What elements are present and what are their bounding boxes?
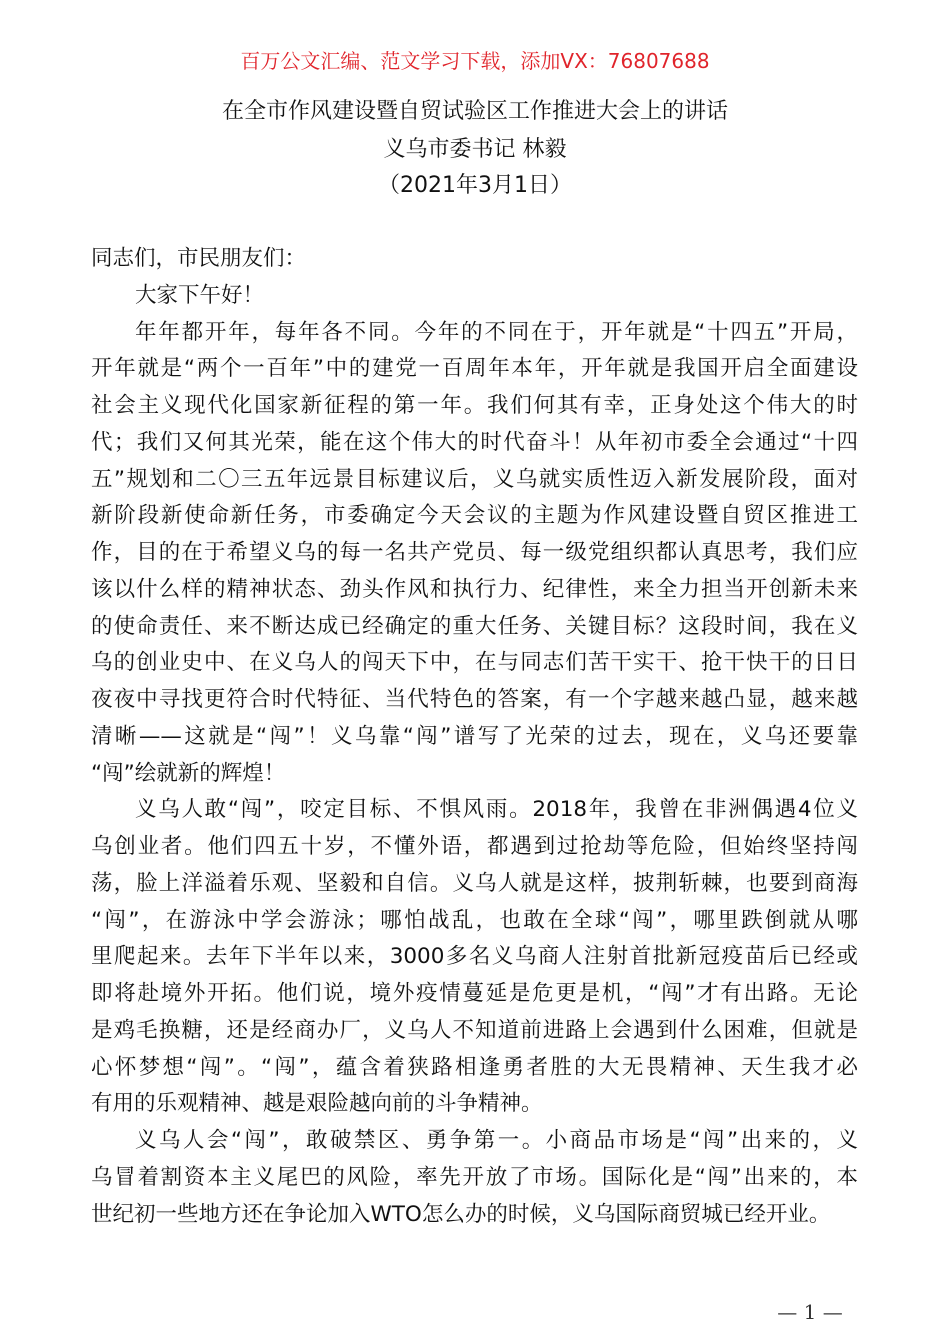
- paragraph: [91, 792, 858, 1123]
- paragraph: [91, 315, 858, 793]
- page-number: — 1 —: [777, 1300, 843, 1324]
- text-line: 清晰——这就是“闯”！义乌靠“闯”谱写了光荣的过去，现在，义乌还要靠: [91, 723, 858, 749]
- text-line: 作，目的在于希望义乌的每一名共产党员、每一级党组织都认真思考，我们应: [91, 540, 858, 565]
- text-line: 义乌人敢“闯”，咬定目标、不惧风雨。2018年，我曾在非洲偶遇4位义: [135, 797, 858, 823]
- paragraph: [91, 1123, 858, 1233]
- text-line: 该以什么样的精神状态、劲头作风和执行力、纪律性，来全力担当开创新未来: [91, 576, 858, 602]
- document-date: （2021年3月1日）: [378, 173, 572, 198]
- text-line: 年年都开年，每年各不同。今年的不同在于，开年就是“十四五”开局，: [135, 319, 858, 345]
- document-author: 义乌市委书记 林毅: [383, 137, 567, 162]
- text-line: 里爬起来。去年下半年以来，3000多名义乌商人注射首批新冠疫苗后已经或: [91, 944, 858, 970]
- text-line: 五”规划和二〇三五年远景目标建议后，义乌就实质性迈入新发展阶段，面对: [91, 466, 858, 492]
- text-line: 夜夜中寻找更符合时代特征、当代特色的答案，有一个字越来越凸显，越来越: [91, 687, 858, 712]
- text-line: 的使命责任、来不断达成已经确定的重大任务、关键目标？这段时间，我在义: [91, 613, 858, 639]
- watermark-banner: 百万公文汇编、范文学习下载，添加VX：76807688: [240, 49, 710, 73]
- text-line: 是鸡毛换糖，还是经商办厂，义乌人不知道前进路上会遇到什么困难，但就是: [91, 1017, 858, 1043]
- text-line: “闯”绘就新的辉煌！: [91, 760, 286, 786]
- text-line: “闯”，在游泳中学会游泳；哪怕战乱，也敢在全球“闯”，哪里跌倒就从哪: [91, 907, 858, 933]
- text-line: 新阶段新使命新任务，市委确定今天会议的主题为作风建设暨自贸区推进工: [91, 503, 858, 529]
- paragraph: [91, 241, 858, 278]
- text-line: 大家下午好！: [135, 282, 265, 308]
- text-line: 即将赴境外开拓。他们说，境外疫情蔓延是危更是机，“闯”才有出路。无论: [91, 981, 858, 1006]
- text-line: 同志们，市民朋友们：: [91, 246, 307, 271]
- text-line: 乌冒着割资本主义尾巴的风险，率先开放了市场。国际化是“闯”出来的，本: [91, 1164, 858, 1190]
- text-line: 义乌人会“闯”，敢破禁区、勇争第一。小商品市场是“闯”出来的，义: [135, 1128, 858, 1153]
- document-body: [91, 241, 858, 1233]
- text-line: 乌的创业史中、在义乌人的闯天下中，在与同志们苦干实干、抢干快干的日日: [91, 650, 858, 676]
- text-line: 社会主义现代化国家新征程的第一年。我们何其有幸，正身处这个伟大的时: [91, 393, 858, 418]
- text-line: 世纪初一些地方还在争论加入WTO怎么办的时候，义乌国际商贸城已经开业。: [91, 1201, 831, 1227]
- text-line: 代；我们又何其光荣，能在这个伟大的时代奋斗！从年初市委全会通过“十四: [91, 429, 858, 455]
- text-line: 乌创业者。他们四五十岁，不懂外语，都遇到过抢劫等危险，但始终坚持闯: [91, 834, 858, 859]
- text-line: 荡，脸上洋溢着乐观、坚毅和自信。义乌人就是这样，披荆斩棘，也要到商海: [91, 870, 858, 896]
- text-line: 心怀梦想“闯”。“闯”，蕴含着狭路相逢勇者胜的大无畏精神、天生我才必: [91, 1054, 858, 1080]
- paragraph: [91, 278, 858, 315]
- text-line: 有用的乐观精神、越是艰险越向前的斗争精神。: [91, 1091, 543, 1117]
- text-line: 开年就是“两个一百年”中的建党一百周年本年，开年就是我国开启全面建设: [91, 356, 858, 382]
- document-title: 在全市作风建设暨自贸试验区工作推进大会上的讲话: [221, 99, 728, 124]
